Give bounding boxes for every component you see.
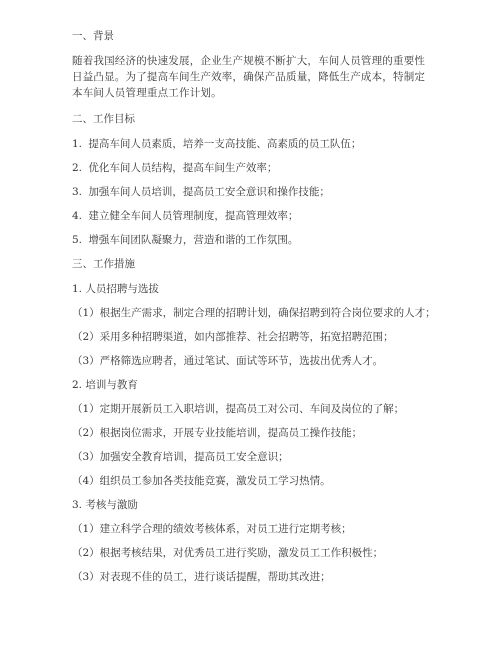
measure-sub-item: （3）严格筛选应聘者，通过笔试、面试等环节，选拔出优秀人才。 [72, 355, 384, 367]
measure-group-title: 1. 人员招聘与选拔 [72, 283, 159, 295]
measure-sub-item: （4）组织员工参加各类技能竞赛，激发员工学习热情。 [72, 475, 331, 487]
goal-item [72, 160, 430, 176]
measure-sub-item: （3）加强安全教育培训，提高员工安全意识； [72, 451, 289, 463]
measure-sub-item: （2）采用多种招聘渠道，如内部推荐、社会招聘等，拓宽招聘范围； [72, 331, 394, 343]
goal-number: 1. [72, 138, 83, 150]
goal-text: 增强车间团队凝聚力，营造和谐的工作氛围。 [88, 234, 299, 246]
measure-sub-item: （3）对表现不佳的员工，进行谈话提醒，帮助其改进； [72, 571, 331, 583]
goal-item [72, 184, 430, 200]
goal-item [72, 232, 430, 248]
background-paragraph: 随着我国经济的快速发展，企业生产规模不断扩大，车间人员管理的重要性日益凸显。为了提高车间生产效率，确保产品质量，降低生产成本，特制定本车间人员管理重点工作计划。 [72, 55, 426, 99]
goal-item [72, 208, 430, 224]
measure-sub-item: （2）根据考核结果，对优秀员工进行奖励，激发员工工作积极性； [72, 547, 384, 559]
section-heading-measures: 三、工作措施 [72, 258, 135, 270]
measure-group-title: 3. 考核与激励 [72, 499, 138, 511]
goal-number: 5. [72, 234, 83, 246]
measure-sub-item: （1）建立科学合理的绩效考核体系，对员工进行定期考核； [72, 523, 352, 535]
goal-text: 优化车间人员结构，提高车间生产效率； [88, 162, 278, 174]
goal-text: 建立健全车间人员管理制度，提高管理效率； [88, 210, 299, 222]
measure-sub-item: （2）根据岗位需求，开展专业技能培训，提高员工操作技能； [72, 427, 363, 439]
section-heading-background: 一、背景 [72, 30, 114, 42]
measure-sub-item: （1）定期开展新员工入职培训，提高员工对公司、车间及岗位的了解； [72, 403, 405, 415]
goal-item [72, 136, 430, 152]
measure-group-title: 2. 培训与教育 [72, 379, 138, 391]
goal-number: 2. [72, 162, 83, 174]
goal-number: 3. [72, 186, 83, 198]
goal-text: 提高车间人员素质，培养一支高技能、高素质的员工队伍； [88, 138, 362, 150]
goal-text: 加强车间人员培训，提高员工安全意识和操作技能； [88, 186, 330, 198]
measure-sub-item: （1）根据生产需求，制定合理的招聘计划，确保招聘到符合岗位要求的人才； [72, 307, 436, 319]
section-heading-goals: 二、工作目标 [72, 113, 135, 125]
goal-number: 4. [72, 210, 83, 222]
